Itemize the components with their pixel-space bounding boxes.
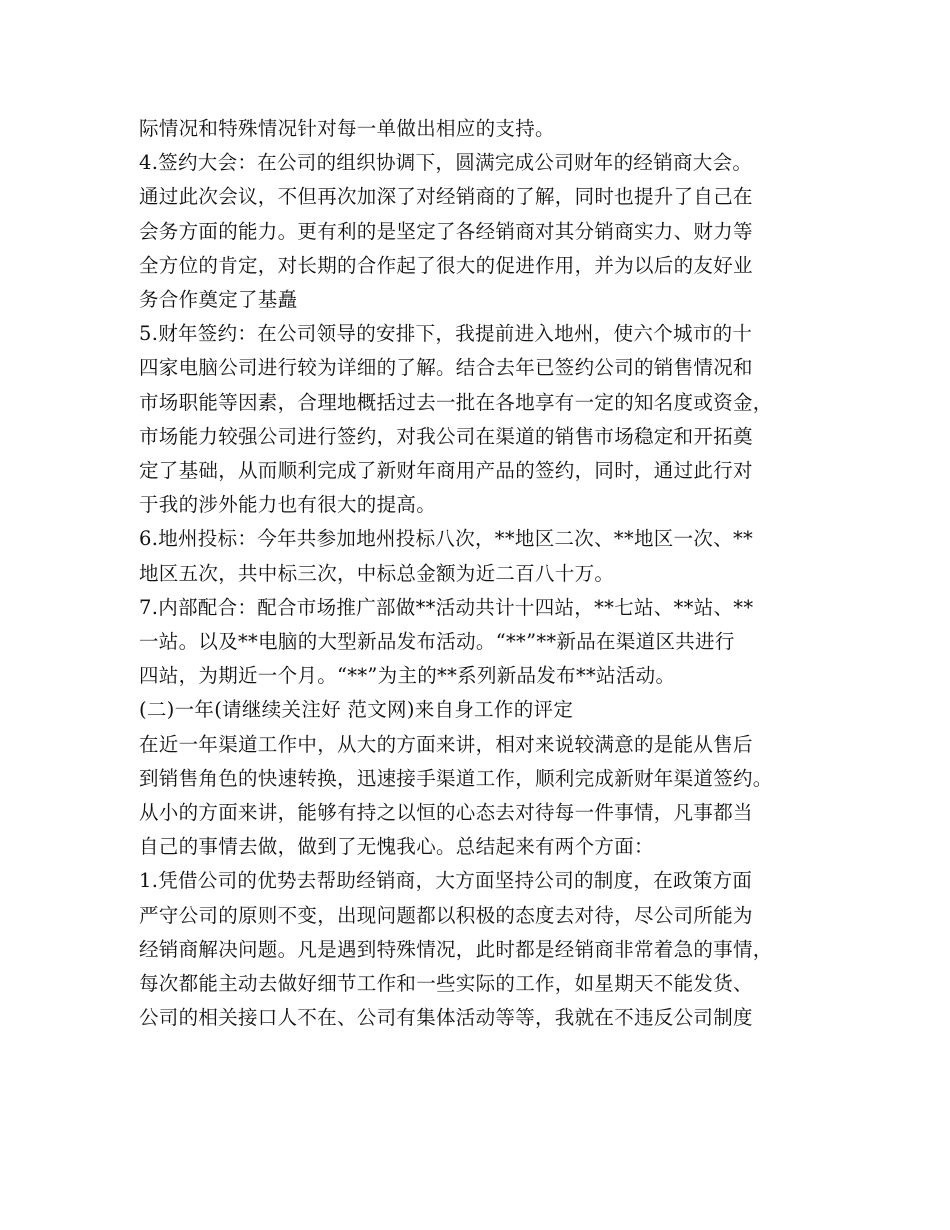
text-line: 会务方面的能力。更有利的是坚定了各经销商对其分销商实力、财力等 bbox=[139, 219, 753, 243]
text-line: 在近一年渠道工作中，从大的方面来讲，相对来说较满意的是能从售后 bbox=[139, 732, 753, 756]
section-heading: (二)一年(请继续关注好 范文网)来自身工作的评定 bbox=[139, 698, 574, 722]
text-line: 市场职能等因素，合理地概括过去一批在各地享有一定的知名度或资金， bbox=[139, 390, 773, 414]
text-line: 地区五次，共中标三次，中标总金额为近二百八十万。 bbox=[139, 561, 615, 585]
text-line: 际情况和特殊情况针对每一单做出相应的支持。 bbox=[139, 117, 555, 140]
text-line: 务合作奠定了基矗 bbox=[139, 288, 298, 312]
text-line: 自己的事情去做，做到了无愧我心。总结起来有两个方面： bbox=[139, 835, 654, 859]
text-line: 全方位的肯定，对长期的合作起了很大的促进作用，并为以后的友好业 bbox=[139, 253, 753, 277]
text-line: 1.凭借公司的优势去帮助经销商，大方面坚持公司的制度，在政策方面 bbox=[139, 869, 753, 893]
text-line: 5.财年签约：在公司领导的安排下，我提前进入地州，使六个城市的十 bbox=[139, 322, 753, 346]
text-line: 经销商解决问题。凡是遇到特殊情况，此时都是经销商非常着急的事情， bbox=[139, 937, 773, 961]
text-line: 4.签约大会：在公司的组织协调下，圆满完成公司财年的经销商大会。 bbox=[139, 151, 753, 175]
text-line: 四站，为期近一个月。“**”为主的**系列新品发布**站活动。 bbox=[139, 664, 676, 688]
text-line: 7.内部配合：配合市场推广部做**活动共计十四站，**七站、**站、** bbox=[139, 595, 754, 619]
text-line: 市场能力较强公司进行签约，对我公司在渠道的销售市场稳定和开拓奠 bbox=[139, 424, 753, 448]
text-line: 于我的涉外能力也有很大的提高。 bbox=[139, 493, 437, 517]
text-line: 四家电脑公司进行较为详细的了解。结合去年已签约公司的销售情况和 bbox=[139, 356, 753, 380]
text-line: 每次都能主动去做好细节工作和一些实际的工作，如星期天不能发货、 bbox=[139, 972, 753, 996]
text-line: 从小的方面来讲，能够有持之以恒的心态去对待每一件事情，凡事都当 bbox=[139, 801, 753, 825]
document-body bbox=[139, 112, 829, 1035]
text-line: 公司的相关接口人不在、公司有集体活动等等，我就在不违反公司制度 bbox=[139, 1006, 753, 1030]
text-line: 到销售角色的快速转换，迅速接手渠道工作，顺利完成新财年渠道签约。 bbox=[139, 766, 773, 790]
text-line: 6.地州投标：今年共参加地州投标八次，**地区二次、**地区一次、** bbox=[139, 527, 754, 551]
text-line: 严守公司的原则不变，出现问题都以积极的态度去对待，尽公司所能为 bbox=[139, 903, 753, 927]
text-line: 定了基础，从而顺利完成了新财年商用产品的签约，同时，通过此行对 bbox=[139, 459, 753, 483]
text-line: 一站。以及**电脑的大型新品发布活动。“**”**新品在渠道区共进行 bbox=[139, 630, 735, 654]
text-line: 通过此次会议，不但再次加深了对经销商的了解，同时也提升了自己在 bbox=[139, 185, 753, 209]
